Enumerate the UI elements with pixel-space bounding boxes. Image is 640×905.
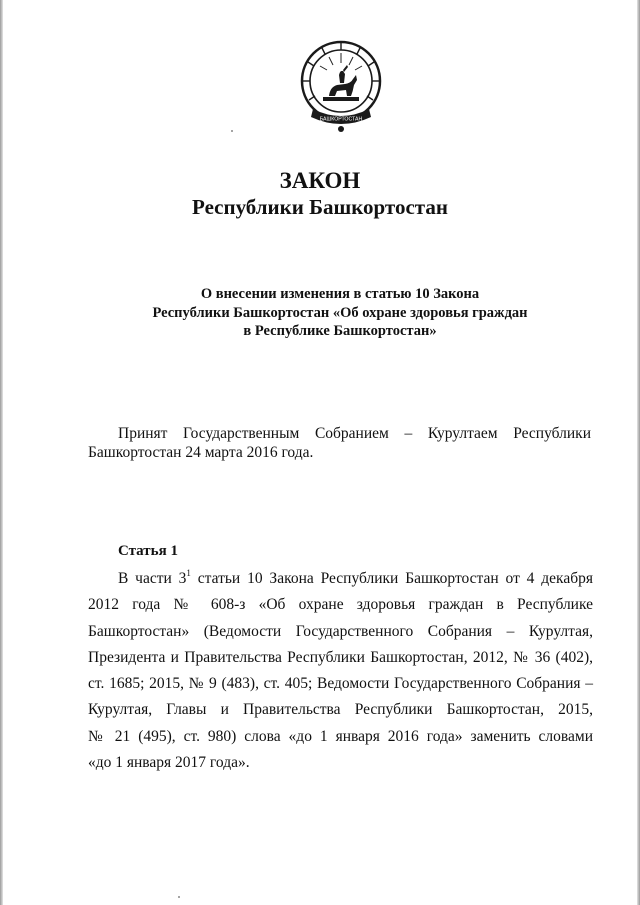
part-superscript: 1 xyxy=(186,568,191,578)
article-line: 2012 года № 608-з «Об охране здоровья граждан в Республике xyxy=(88,596,593,614)
article-line: «до 1 января 2017 года». xyxy=(88,754,250,772)
article-line: Башкортостан» (Ведомости Государственного Собрания – Курултая, xyxy=(88,622,593,640)
scan-speck xyxy=(178,896,180,898)
article-line: Курултая, Главы и Правительства Республики Башкортостан, 2015, xyxy=(88,701,593,719)
article-line: № 21 (495), ст. 980) слова «до 1 января 2016 года» заменить словами xyxy=(88,727,593,745)
scan-speck xyxy=(231,130,233,132)
document-issuer: Республики Башкортостан xyxy=(192,195,448,219)
document-title: ЗАКОН xyxy=(279,168,361,193)
adoption-line: Принят Государственным Собранием – Курултаем Республики xyxy=(118,425,591,442)
law-name-line: в Республике Башкортостан» xyxy=(243,323,437,339)
article-body xyxy=(88,566,593,776)
law-name xyxy=(0,285,640,341)
article-heading: Статья 1 xyxy=(118,543,178,559)
coat-of-arms-icon xyxy=(299,39,383,135)
article-text: В части 3 xyxy=(118,570,187,587)
article-line xyxy=(88,566,593,592)
law-name-line: Республики Башкортостан «Об охране здоровья граждан xyxy=(152,304,528,321)
scan-edge-left xyxy=(0,0,3,905)
law-name-line: О внесении изменения в статью 10 Закона xyxy=(200,286,480,302)
adoption-line: Башкортостан 24 марта 2016 года. xyxy=(88,444,314,461)
article-line: Президента и Правительства Республики Башкортостан, 2012, № 36 (402), xyxy=(88,648,593,666)
emblem-ribbon-text: БАШКОРТОСТАН xyxy=(319,116,363,123)
adoption-statement xyxy=(88,424,591,462)
article-line: ст. 1685; 2015, № 9 (483), ст. 405; Ведомости Государственного Собрания – xyxy=(88,675,593,693)
article-text: статьи 10 Закона Республики Башкортостан от 4 декабря xyxy=(190,570,593,587)
